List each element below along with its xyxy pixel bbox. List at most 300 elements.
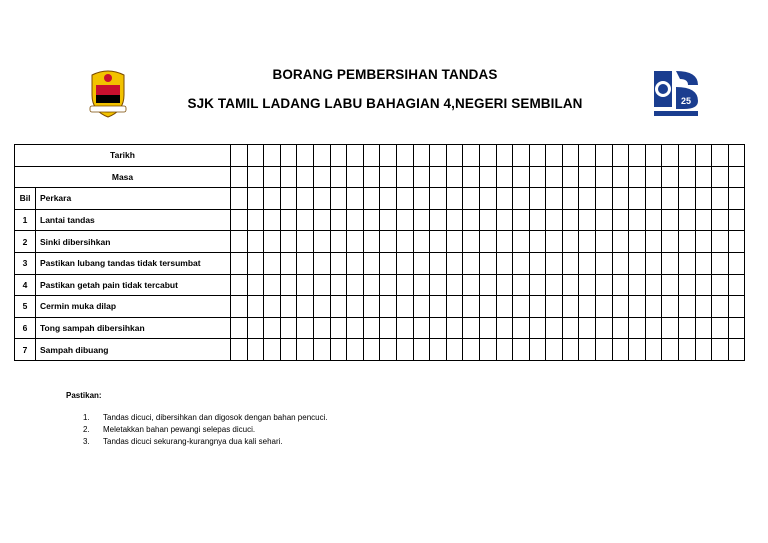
item-day-cell[interactable] — [629, 317, 646, 339]
item-day-cell[interactable] — [446, 296, 463, 318]
item-day-cell[interactable] — [297, 209, 314, 231]
item-day-cell[interactable] — [280, 296, 297, 318]
item-day-cell[interactable] — [529, 231, 546, 253]
item-day-cell[interactable] — [479, 339, 496, 361]
item-day-cell[interactable] — [347, 231, 364, 253]
item-day-cell[interactable] — [679, 296, 696, 318]
item-day-cell[interactable] — [380, 209, 397, 231]
item-day-cell[interactable] — [330, 339, 347, 361]
masa-day-cell[interactable] — [247, 166, 264, 188]
item-day-cell[interactable] — [347, 339, 364, 361]
item-day-cell[interactable] — [463, 252, 480, 274]
item-day-cell[interactable] — [479, 274, 496, 296]
item-day-cell[interactable] — [562, 339, 579, 361]
tarikh-day-cell[interactable] — [596, 145, 613, 167]
tarikh-day-cell[interactable] — [313, 145, 330, 167]
item-day-cell[interactable] — [496, 274, 513, 296]
header-day-cell[interactable] — [280, 188, 297, 210]
item-day-cell[interactable] — [728, 274, 745, 296]
masa-day-cell[interactable] — [579, 166, 596, 188]
item-day-cell[interactable] — [612, 231, 629, 253]
item-day-cell[interactable] — [330, 317, 347, 339]
item-day-cell[interactable] — [430, 209, 447, 231]
masa-day-cell[interactable] — [562, 166, 579, 188]
item-day-cell[interactable] — [479, 231, 496, 253]
item-day-cell[interactable] — [629, 209, 646, 231]
item-day-cell[interactable] — [596, 274, 613, 296]
tarikh-day-cell[interactable] — [280, 145, 297, 167]
item-day-cell[interactable] — [529, 209, 546, 231]
tarikh-day-cell[interactable] — [264, 145, 281, 167]
item-day-cell[interactable] — [579, 296, 596, 318]
item-day-cell[interactable] — [513, 317, 530, 339]
item-day-cell[interactable] — [695, 296, 712, 318]
tarikh-day-cell[interactable] — [479, 145, 496, 167]
header-day-cell[interactable] — [662, 188, 679, 210]
item-day-cell[interactable] — [363, 252, 380, 274]
item-day-cell[interactable] — [463, 274, 480, 296]
header-day-cell[interactable] — [347, 188, 364, 210]
item-day-cell[interactable] — [645, 209, 662, 231]
item-day-cell[interactable] — [231, 296, 248, 318]
item-day-cell[interactable] — [264, 296, 281, 318]
item-day-cell[interactable] — [446, 231, 463, 253]
item-day-cell[interactable] — [396, 274, 413, 296]
tarikh-day-cell[interactable] — [529, 145, 546, 167]
item-day-cell[interactable] — [662, 317, 679, 339]
item-day-cell[interactable] — [712, 231, 729, 253]
masa-day-cell[interactable] — [463, 166, 480, 188]
item-day-cell[interactable] — [463, 339, 480, 361]
tarikh-day-cell[interactable] — [247, 145, 264, 167]
masa-day-cell[interactable] — [363, 166, 380, 188]
item-day-cell[interactable] — [645, 252, 662, 274]
item-day-cell[interactable] — [363, 274, 380, 296]
item-day-cell[interactable] — [529, 339, 546, 361]
item-day-cell[interactable] — [380, 274, 397, 296]
header-day-cell[interactable] — [562, 188, 579, 210]
item-day-cell[interactable] — [264, 252, 281, 274]
masa-day-cell[interactable] — [413, 166, 430, 188]
item-day-cell[interactable] — [579, 209, 596, 231]
item-day-cell[interactable] — [396, 339, 413, 361]
item-day-cell[interactable] — [363, 231, 380, 253]
item-day-cell[interactable] — [264, 339, 281, 361]
item-day-cell[interactable] — [330, 296, 347, 318]
item-day-cell[interactable] — [662, 296, 679, 318]
item-day-cell[interactable] — [695, 339, 712, 361]
item-day-cell[interactable] — [596, 317, 613, 339]
item-day-cell[interactable] — [280, 231, 297, 253]
item-day-cell[interactable] — [579, 231, 596, 253]
masa-day-cell[interactable] — [297, 166, 314, 188]
masa-day-cell[interactable] — [313, 166, 330, 188]
item-day-cell[interactable] — [596, 209, 613, 231]
item-day-cell[interactable] — [297, 317, 314, 339]
item-day-cell[interactable] — [612, 339, 629, 361]
item-day-cell[interactable] — [430, 252, 447, 274]
header-day-cell[interactable] — [712, 188, 729, 210]
masa-day-cell[interactable] — [645, 166, 662, 188]
item-day-cell[interactable] — [280, 317, 297, 339]
masa-day-cell[interactable] — [380, 166, 397, 188]
masa-day-cell[interactable] — [629, 166, 646, 188]
item-day-cell[interactable] — [579, 252, 596, 274]
item-day-cell[interactable] — [313, 317, 330, 339]
tarikh-day-cell[interactable] — [695, 145, 712, 167]
item-day-cell[interactable] — [330, 231, 347, 253]
header-day-cell[interactable] — [513, 188, 530, 210]
item-day-cell[interactable] — [695, 209, 712, 231]
header-day-cell[interactable] — [413, 188, 430, 210]
item-day-cell[interactable] — [496, 317, 513, 339]
item-day-cell[interactable] — [529, 317, 546, 339]
header-day-cell[interactable] — [297, 188, 314, 210]
item-day-cell[interactable] — [662, 274, 679, 296]
tarikh-day-cell[interactable] — [679, 145, 696, 167]
header-day-cell[interactable] — [612, 188, 629, 210]
item-day-cell[interactable] — [231, 274, 248, 296]
item-day-cell[interactable] — [479, 296, 496, 318]
item-day-cell[interactable] — [679, 252, 696, 274]
header-day-cell[interactable] — [231, 188, 248, 210]
tarikh-day-cell[interactable] — [728, 145, 745, 167]
item-day-cell[interactable] — [380, 317, 397, 339]
item-day-cell[interactable] — [496, 209, 513, 231]
masa-day-cell[interactable] — [446, 166, 463, 188]
item-day-cell[interactable] — [679, 274, 696, 296]
item-day-cell[interactable] — [231, 231, 248, 253]
header-day-cell[interactable] — [695, 188, 712, 210]
item-day-cell[interactable] — [347, 274, 364, 296]
item-day-cell[interactable] — [396, 296, 413, 318]
header-day-cell[interactable] — [380, 188, 397, 210]
item-day-cell[interactable] — [562, 209, 579, 231]
item-day-cell[interactable] — [313, 231, 330, 253]
tarikh-day-cell[interactable] — [496, 145, 513, 167]
masa-day-cell[interactable] — [529, 166, 546, 188]
item-day-cell[interactable] — [562, 252, 579, 274]
item-day-cell[interactable] — [313, 274, 330, 296]
item-day-cell[interactable] — [496, 296, 513, 318]
item-day-cell[interactable] — [728, 252, 745, 274]
item-day-cell[interactable] — [313, 339, 330, 361]
item-day-cell[interactable] — [645, 231, 662, 253]
item-day-cell[interactable] — [330, 274, 347, 296]
item-day-cell[interactable] — [546, 252, 563, 274]
item-day-cell[interactable] — [363, 296, 380, 318]
tarikh-day-cell[interactable] — [363, 145, 380, 167]
masa-day-cell[interactable] — [479, 166, 496, 188]
tarikh-day-cell[interactable] — [380, 145, 397, 167]
item-day-cell[interactable] — [280, 209, 297, 231]
tarikh-day-cell[interactable] — [629, 145, 646, 167]
item-day-cell[interactable] — [529, 274, 546, 296]
masa-day-cell[interactable] — [231, 166, 248, 188]
item-day-cell[interactable] — [231, 317, 248, 339]
item-day-cell[interactable] — [264, 231, 281, 253]
item-day-cell[interactable] — [247, 209, 264, 231]
item-day-cell[interactable] — [529, 296, 546, 318]
header-day-cell[interactable] — [579, 188, 596, 210]
masa-day-cell[interactable] — [264, 166, 281, 188]
header-day-cell[interactable] — [546, 188, 563, 210]
item-day-cell[interactable] — [513, 296, 530, 318]
item-day-cell[interactable] — [231, 339, 248, 361]
item-day-cell[interactable] — [629, 296, 646, 318]
header-day-cell[interactable] — [363, 188, 380, 210]
header-day-cell[interactable] — [330, 188, 347, 210]
item-day-cell[interactable] — [546, 231, 563, 253]
item-day-cell[interactable] — [712, 209, 729, 231]
item-day-cell[interactable] — [712, 274, 729, 296]
tarikh-day-cell[interactable] — [347, 145, 364, 167]
header-day-cell[interactable] — [430, 188, 447, 210]
item-day-cell[interactable] — [247, 296, 264, 318]
item-day-cell[interactable] — [463, 296, 480, 318]
item-day-cell[interactable] — [629, 252, 646, 274]
item-day-cell[interactable] — [728, 317, 745, 339]
item-day-cell[interactable] — [380, 296, 397, 318]
item-day-cell[interactable] — [231, 209, 248, 231]
item-day-cell[interactable] — [413, 296, 430, 318]
item-day-cell[interactable] — [712, 317, 729, 339]
item-day-cell[interactable] — [695, 252, 712, 274]
tarikh-day-cell[interactable] — [413, 145, 430, 167]
item-day-cell[interactable] — [513, 339, 530, 361]
item-day-cell[interactable] — [679, 209, 696, 231]
tarikh-day-cell[interactable] — [231, 145, 248, 167]
item-day-cell[interactable] — [413, 339, 430, 361]
item-day-cell[interactable] — [413, 231, 430, 253]
item-day-cell[interactable] — [463, 317, 480, 339]
item-day-cell[interactable] — [513, 209, 530, 231]
item-day-cell[interactable] — [313, 252, 330, 274]
tarikh-day-cell[interactable] — [396, 145, 413, 167]
item-day-cell[interactable] — [496, 339, 513, 361]
item-day-cell[interactable] — [413, 274, 430, 296]
item-day-cell[interactable] — [712, 296, 729, 318]
item-day-cell[interactable] — [629, 274, 646, 296]
item-day-cell[interactable] — [695, 274, 712, 296]
item-day-cell[interactable] — [297, 274, 314, 296]
item-day-cell[interactable] — [330, 252, 347, 274]
tarikh-day-cell[interactable] — [579, 145, 596, 167]
masa-day-cell[interactable] — [695, 166, 712, 188]
header-day-cell[interactable] — [479, 188, 496, 210]
item-day-cell[interactable] — [264, 317, 281, 339]
masa-day-cell[interactable] — [612, 166, 629, 188]
item-day-cell[interactable] — [363, 317, 380, 339]
header-day-cell[interactable] — [679, 188, 696, 210]
item-day-cell[interactable] — [446, 252, 463, 274]
item-day-cell[interactable] — [513, 231, 530, 253]
item-day-cell[interactable] — [596, 252, 613, 274]
header-day-cell[interactable] — [396, 188, 413, 210]
item-day-cell[interactable] — [546, 317, 563, 339]
item-day-cell[interactable] — [579, 317, 596, 339]
item-day-cell[interactable] — [247, 339, 264, 361]
item-day-cell[interactable] — [413, 252, 430, 274]
item-day-cell[interactable] — [363, 339, 380, 361]
item-day-cell[interactable] — [479, 252, 496, 274]
masa-day-cell[interactable] — [396, 166, 413, 188]
item-day-cell[interactable] — [430, 296, 447, 318]
masa-day-cell[interactable] — [280, 166, 297, 188]
item-day-cell[interactable] — [479, 209, 496, 231]
item-day-cell[interactable] — [313, 296, 330, 318]
tarikh-day-cell[interactable] — [463, 145, 480, 167]
item-day-cell[interactable] — [562, 296, 579, 318]
item-day-cell[interactable] — [529, 252, 546, 274]
item-day-cell[interactable] — [629, 231, 646, 253]
item-day-cell[interactable] — [247, 231, 264, 253]
item-day-cell[interactable] — [579, 339, 596, 361]
item-day-cell[interactable] — [645, 317, 662, 339]
header-day-cell[interactable] — [529, 188, 546, 210]
item-day-cell[interactable] — [662, 339, 679, 361]
masa-day-cell[interactable] — [662, 166, 679, 188]
item-day-cell[interactable] — [645, 339, 662, 361]
item-day-cell[interactable] — [596, 231, 613, 253]
item-day-cell[interactable] — [396, 231, 413, 253]
item-day-cell[interactable] — [446, 274, 463, 296]
item-day-cell[interactable] — [347, 317, 364, 339]
item-day-cell[interactable] — [728, 209, 745, 231]
item-day-cell[interactable] — [596, 296, 613, 318]
tarikh-day-cell[interactable] — [446, 145, 463, 167]
item-day-cell[interactable] — [463, 209, 480, 231]
item-day-cell[interactable] — [562, 317, 579, 339]
header-day-cell[interactable] — [728, 188, 745, 210]
masa-day-cell[interactable] — [347, 166, 364, 188]
masa-day-cell[interactable] — [712, 166, 729, 188]
item-day-cell[interactable] — [662, 209, 679, 231]
item-day-cell[interactable] — [645, 296, 662, 318]
item-day-cell[interactable] — [645, 274, 662, 296]
tarikh-day-cell[interactable] — [430, 145, 447, 167]
item-day-cell[interactable] — [297, 339, 314, 361]
item-day-cell[interactable] — [679, 317, 696, 339]
item-day-cell[interactable] — [446, 317, 463, 339]
item-day-cell[interactable] — [695, 317, 712, 339]
item-day-cell[interactable] — [413, 209, 430, 231]
item-day-cell[interactable] — [231, 252, 248, 274]
item-day-cell[interactable] — [413, 317, 430, 339]
item-day-cell[interactable] — [662, 252, 679, 274]
item-day-cell[interactable] — [280, 339, 297, 361]
tarikh-day-cell[interactable] — [712, 145, 729, 167]
tarikh-day-cell[interactable] — [546, 145, 563, 167]
item-day-cell[interactable] — [513, 252, 530, 274]
item-day-cell[interactable] — [264, 209, 281, 231]
tarikh-day-cell[interactable] — [562, 145, 579, 167]
item-day-cell[interactable] — [695, 231, 712, 253]
item-day-cell[interactable] — [380, 339, 397, 361]
item-day-cell[interactable] — [662, 231, 679, 253]
tarikh-day-cell[interactable] — [612, 145, 629, 167]
item-day-cell[interactable] — [446, 339, 463, 361]
item-day-cell[interactable] — [546, 274, 563, 296]
item-day-cell[interactable] — [396, 209, 413, 231]
item-day-cell[interactable] — [297, 252, 314, 274]
item-day-cell[interactable] — [380, 252, 397, 274]
item-day-cell[interactable] — [280, 252, 297, 274]
tarikh-day-cell[interactable] — [297, 145, 314, 167]
item-day-cell[interactable] — [712, 252, 729, 274]
item-day-cell[interactable] — [463, 231, 480, 253]
item-day-cell[interactable] — [280, 274, 297, 296]
masa-day-cell[interactable] — [596, 166, 613, 188]
item-day-cell[interactable] — [496, 252, 513, 274]
item-day-cell[interactable] — [728, 296, 745, 318]
item-day-cell[interactable] — [596, 339, 613, 361]
item-day-cell[interactable] — [313, 209, 330, 231]
tarikh-day-cell[interactable] — [662, 145, 679, 167]
item-day-cell[interactable] — [297, 231, 314, 253]
item-day-cell[interactable] — [396, 317, 413, 339]
item-day-cell[interactable] — [612, 296, 629, 318]
header-day-cell[interactable] — [446, 188, 463, 210]
item-day-cell[interactable] — [728, 339, 745, 361]
item-day-cell[interactable] — [264, 274, 281, 296]
item-day-cell[interactable] — [363, 209, 380, 231]
item-day-cell[interactable] — [297, 296, 314, 318]
header-day-cell[interactable] — [645, 188, 662, 210]
masa-day-cell[interactable] — [679, 166, 696, 188]
item-day-cell[interactable] — [629, 339, 646, 361]
masa-day-cell[interactable] — [330, 166, 347, 188]
item-day-cell[interactable] — [446, 209, 463, 231]
item-day-cell[interactable] — [247, 274, 264, 296]
item-day-cell[interactable] — [562, 231, 579, 253]
item-day-cell[interactable] — [612, 209, 629, 231]
item-day-cell[interactable] — [479, 317, 496, 339]
item-day-cell[interactable] — [247, 252, 264, 274]
tarikh-day-cell[interactable] — [330, 145, 347, 167]
item-day-cell[interactable] — [679, 339, 696, 361]
item-day-cell[interactable] — [612, 252, 629, 274]
masa-day-cell[interactable] — [513, 166, 530, 188]
item-day-cell[interactable] — [562, 274, 579, 296]
item-day-cell[interactable] — [430, 339, 447, 361]
item-day-cell[interactable] — [513, 274, 530, 296]
header-day-cell[interactable] — [247, 188, 264, 210]
header-day-cell[interactable] — [629, 188, 646, 210]
item-day-cell[interactable] — [579, 274, 596, 296]
item-day-cell[interactable] — [430, 274, 447, 296]
masa-day-cell[interactable] — [496, 166, 513, 188]
item-day-cell[interactable] — [347, 209, 364, 231]
item-day-cell[interactable] — [380, 231, 397, 253]
item-day-cell[interactable] — [496, 231, 513, 253]
item-day-cell[interactable] — [728, 231, 745, 253]
masa-day-cell[interactable] — [546, 166, 563, 188]
header-day-cell[interactable] — [596, 188, 613, 210]
tarikh-day-cell[interactable] — [513, 145, 530, 167]
header-day-cell[interactable] — [496, 188, 513, 210]
item-day-cell[interactable] — [330, 209, 347, 231]
header-day-cell[interactable] — [463, 188, 480, 210]
item-day-cell[interactable] — [430, 317, 447, 339]
tarikh-day-cell[interactable] — [645, 145, 662, 167]
item-day-cell[interactable] — [347, 296, 364, 318]
item-day-cell[interactable] — [612, 274, 629, 296]
item-day-cell[interactable] — [546, 339, 563, 361]
header-day-cell[interactable] — [264, 188, 281, 210]
item-day-cell[interactable] — [347, 252, 364, 274]
masa-day-cell[interactable] — [430, 166, 447, 188]
